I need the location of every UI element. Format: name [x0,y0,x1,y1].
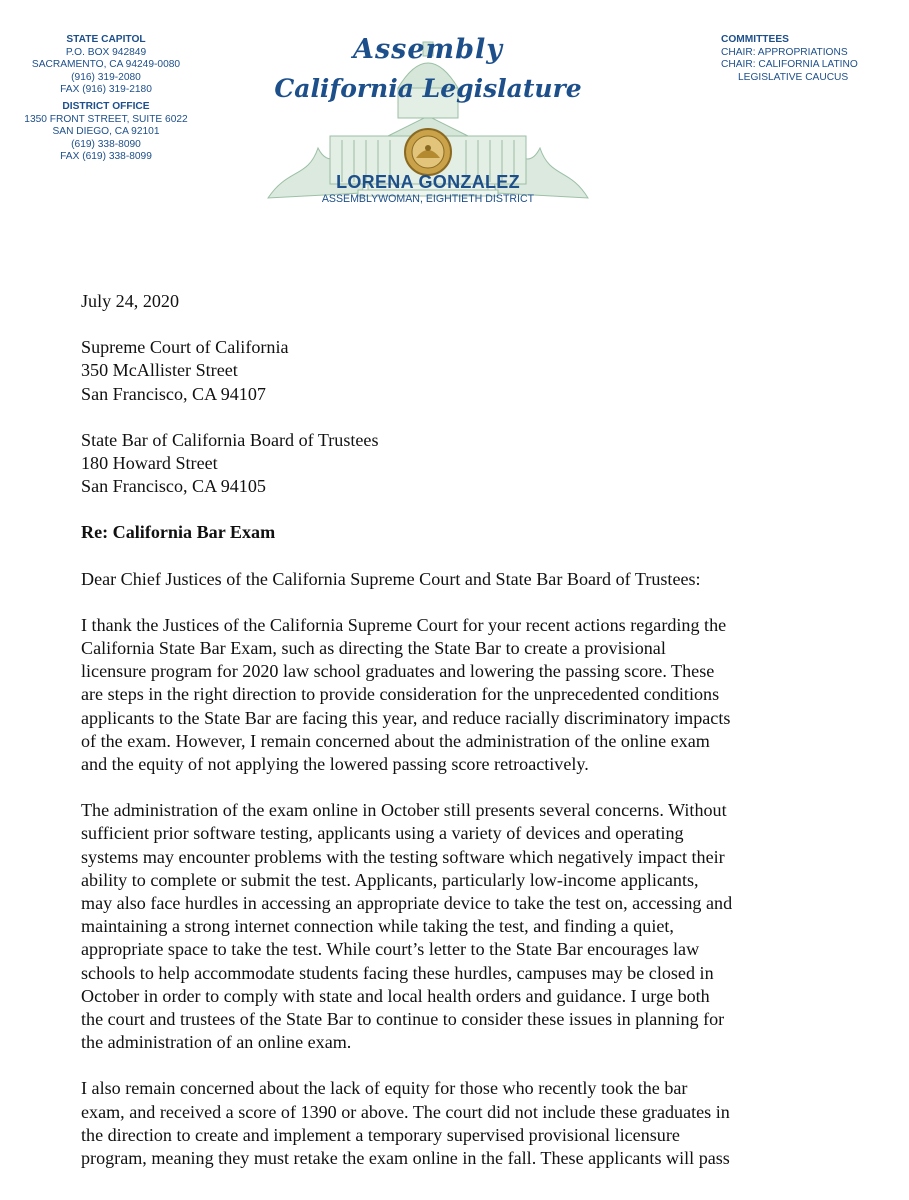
address-line: State Bar of California Board of Trustees [81,429,379,450]
capitol-heading: STATE CAPITOL [66,34,146,45]
address-line: Supreme Court of California [81,337,289,358]
paragraph-line: appropriate space to take the test. While court’s letter to the State Bar encourages law [81,939,700,960]
address-line: 350 McAllister Street [81,360,238,381]
address-line: San Francisco, CA 94105 [81,476,266,497]
capitol-line: P.O. BOX 942849 [65,46,147,58]
paragraph-line: the court and trustees of the State Bar to continue to consider these issues in planning for [81,1009,725,1030]
address-line: 180 Howard Street [81,453,218,474]
paragraph-line: The administration of the exam online in October still presents several concerns. Without [81,800,727,821]
letter-body [81,290,821,1193]
member-title: ASSEMBLYWOMAN, EIGHTIETH DISTRICT [321,193,535,205]
paragraph-line: may also face hurdles in accessing an appropriate device to take the test on, accessing and [81,893,733,914]
paragraph-line: schools to help accommodate students facing these hurdles, campuses may be closed in [81,962,714,983]
committee-line: CHAIR: CALIFORNIA LATINO [721,59,858,71]
assembly-crest [258,18,598,230]
paragraph-line: systems may encounter problems with the testing software which negatively impact their [81,846,725,867]
legislature-title: California Legislature [274,74,582,103]
district-heading: DISTRICT OFFICE [62,100,150,112]
paragraph-line: of the exam. However, I remain concerned about the administration of the online exam [81,730,710,751]
district-line: (619) 338-8090 [71,138,141,150]
paragraph-line: sufficient prior software testing, applicants using a variety of devices and operating [81,823,684,844]
paragraph-line: California State Bar Exam, such as directing the State Bar to create a provisional [81,638,666,659]
committee-line: CHAIR: APPROPRIATIONS [721,46,848,58]
capitol-line: (916) 319-2080 [71,71,141,83]
paragraph-line: program, meaning they must retake the exam online in the fall. These applicants will pass [81,1148,730,1169]
letter-salutation: Dear Chief Justices of the California Supreme Court and State Bar Board of Trustees: [81,568,701,589]
state-seal-icon [405,129,451,175]
paragraph-line: I also remain concerned about the lack of equity for those who recently took the bar [81,1078,688,1099]
paragraph-line: the direction to create and implement a temporary supervised provisional licensure [81,1124,680,1145]
paragraph-line: exam, and received a score of 1390 or above. The court did not include these graduates in [81,1101,730,1122]
recipient-address-1 [81,336,821,406]
paragraph-line: the administration of an online exam. [81,1032,352,1053]
paragraph-line: applicants to the State Bar are facing this year, and reduce racially discriminatory impacts [81,707,731,728]
paragraph-line: are steps in the right direction to provide consideration for the unprecedented conditions [81,684,720,705]
letterhead-right-committees [690,34,900,84]
committee-line: LEGISLATIVE CAUCUS [738,71,849,83]
district-line: SAN DIEGO, CA 92101 [52,126,160,138]
district-line: FAX (619) 338-8099 [60,151,152,163]
letter-subject: Re: California Bar Exam [81,522,276,543]
paragraph-1 [81,614,821,776]
district-line: 1350 FRONT STREET, SUITE 6022 [24,113,188,125]
paragraph-line: and the equity of not applying the lowered passing score retroactively. [81,754,589,775]
paragraph-line: licensure program for 2020 law school graduates and lowering the passing score. These [81,661,715,682]
paragraph-line: I thank the Justices of the California Supreme Court for your recent actions regarding the [81,614,727,635]
member-name: LORENA GONZALEZ [336,172,520,192]
letterhead-left-contact [8,34,204,164]
committees-heading: COMMITTEES [721,34,789,45]
paragraph-2 [81,799,821,1054]
paragraph-line: ability to complete or submit the test. Applicants, particularly low-income applicants, [81,869,699,890]
address-line: San Francisco, CA 94107 [81,383,266,404]
paragraph-line: October in order to comply with state and local health orders and guidance. I urge both [81,985,710,1006]
capitol-line: FAX (916) 319-2180 [60,84,152,96]
capitol-line: SACRAMENTO, CA 94249-0080 [31,59,181,71]
assembly-title: Assembly [353,34,503,65]
recipient-address-2 [81,429,821,499]
paragraph-line: maintaining a strong internet connection while taking the test, and finding a quiet, [81,916,674,937]
paragraph-3 [81,1077,821,1170]
letter-date: July 24, 2020 [81,291,180,311]
